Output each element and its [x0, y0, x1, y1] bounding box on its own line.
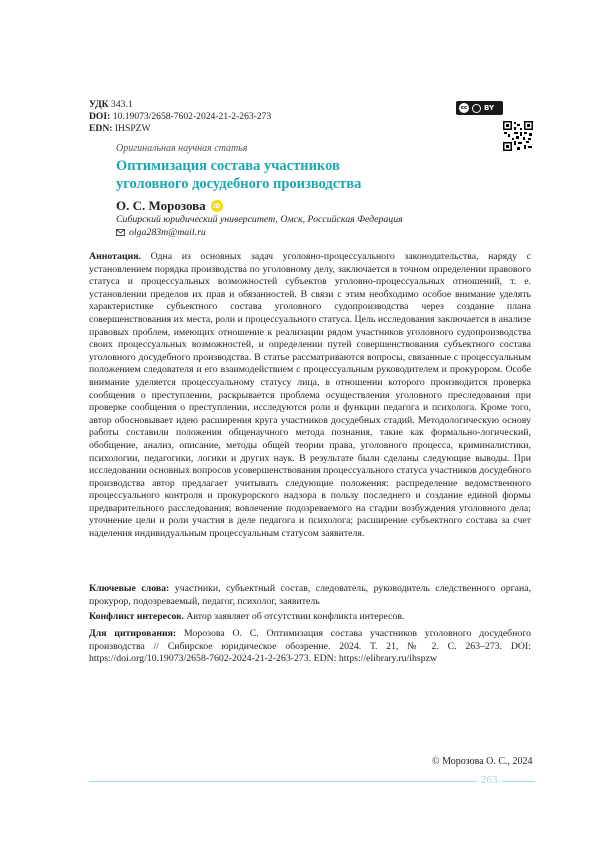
article-title — [116, 157, 456, 193]
abstract-label: Аннотация. — [89, 251, 142, 262]
attribution-person-icon — [472, 104, 481, 113]
article-type: Оригинальная научная статья — [116, 143, 248, 154]
orcid-icon[interactable]: iD — [211, 200, 223, 212]
qr-code-icon[interactable] — [503, 121, 533, 151]
keywords-text: участники, субъектный состав, следователь, руководитель следственного органа, прокурор, подозреваемый, педагог, психолог, заявитель — [89, 583, 532, 607]
citation-label: Для цитирования: — [89, 628, 177, 639]
page-number: 263 — [477, 774, 502, 786]
footer-divider — [89, 781, 535, 782]
email-text[interactable]: olga283m@mail.ru — [129, 227, 206, 238]
cc-logo-icon: cc — [460, 105, 468, 111]
citation — [89, 628, 531, 666]
copyright: © Морозова О. С., 2024 — [432, 756, 533, 767]
title-line: Оптимизация состава участников — [116, 158, 340, 174]
doi-line: DOI: 10.19073/2658-7602-2024-21-2-263-273 — [89, 111, 272, 122]
affiliation: Сибирский юридический университет, Омск, Российская Федерация — [116, 214, 403, 225]
author-email[interactable] — [116, 227, 206, 238]
envelope-icon — [116, 229, 125, 236]
citation-text: Морозова О. С. Оптимизация состава участников уголовного досудебного производства // Сибирское юридическое обозрение. 2024. Т. 21, № 2. С. 263–273. DOI: https://doi.org/10.19073/2658-7602-2024-21-2-263-273. EDN: https://elibrary.ru/ihspzw — [89, 628, 531, 665]
cc-by-license-icon[interactable] — [456, 101, 503, 115]
author-name: О. С. Морозова — [116, 198, 206, 213]
edn-line: EDN: IHSPZW — [89, 123, 151, 134]
title-line: уголовного досудебного производства — [116, 176, 362, 192]
conflict-label: Конфликт интересов. — [89, 611, 184, 622]
conflict-text: Автор заявляет об отсутствии конфликта интересов. — [186, 611, 405, 622]
keywords-label: Ключевые слова: — [89, 583, 170, 594]
author-line — [116, 198, 223, 214]
udk-line: УДК 343.1 — [89, 99, 133, 110]
by-label: BY — [484, 104, 495, 112]
abstract — [89, 251, 531, 541]
abstract-text: Одна из основных задач уголовно-процессуального законодательства, наряду с установлением порядка производства по уголовному делу, заключается в точном определении правового статуса и процессуальных возможностей субъектов уголовно-процессуальных отношений, т. е. установлении пределов их прав и обязанностей. В связи с этим необходимо особое внимание уделять характеристике субъектного состава уголовного судопроизводства через создание плана совершенствования их места, роли и процессуального статуса. Цель исследования заключается в анализе правовых проблем, имеющих отношение к реализации рядом участников уголовного судопроизводства своих процессуальных возможностей, и определении путей совершенствования субъектного состава уголовного досудебного производства. В статье рассматриваются вопросы, связанные с процессуальным положением следователя и его взаимодействием с процессуальным руководителем и прокурором. Особе внимание уделяется процессуальному статусу лица, в отношении которого производится проверка сообщения о преступлении, раскрывается проблема осуществления уголовного преследования при проверке сообщения о преступлении, исследуются роли и функции педагога и психолога. Кроме того, автор обосновывает идею расширения круга участников досудебных стадий. Методологическую основу работы составили положения общенаучного метода познания, такие как формально-логический, обобщение, анализ, описание, методы общей теории права, уголовного процесса, криминалистики, психологии, педагогики, логики и других наук. В результате были сделаны следующие выводы. При исследовании основных вопросов усовершенствования процессуального статуса участников досудебного производства автор предлагает учитывать следующие положения: распределение ведомственного процессуального контроля и прокурорского надзора в пользу последнего и создание единой формы предварительного расследования; вовлечение подозреваемого на стадии возбуждения уголовного дела; уточнение цели и роли участия в деле педагога и психолога; расширение субъектного состава за счет наделения индивидуальным процессуальным статусом заявителя. — [89, 251, 531, 540]
article-meta — [89, 99, 271, 135]
conflict-of-interest — [89, 611, 531, 624]
keywords — [89, 583, 531, 608]
